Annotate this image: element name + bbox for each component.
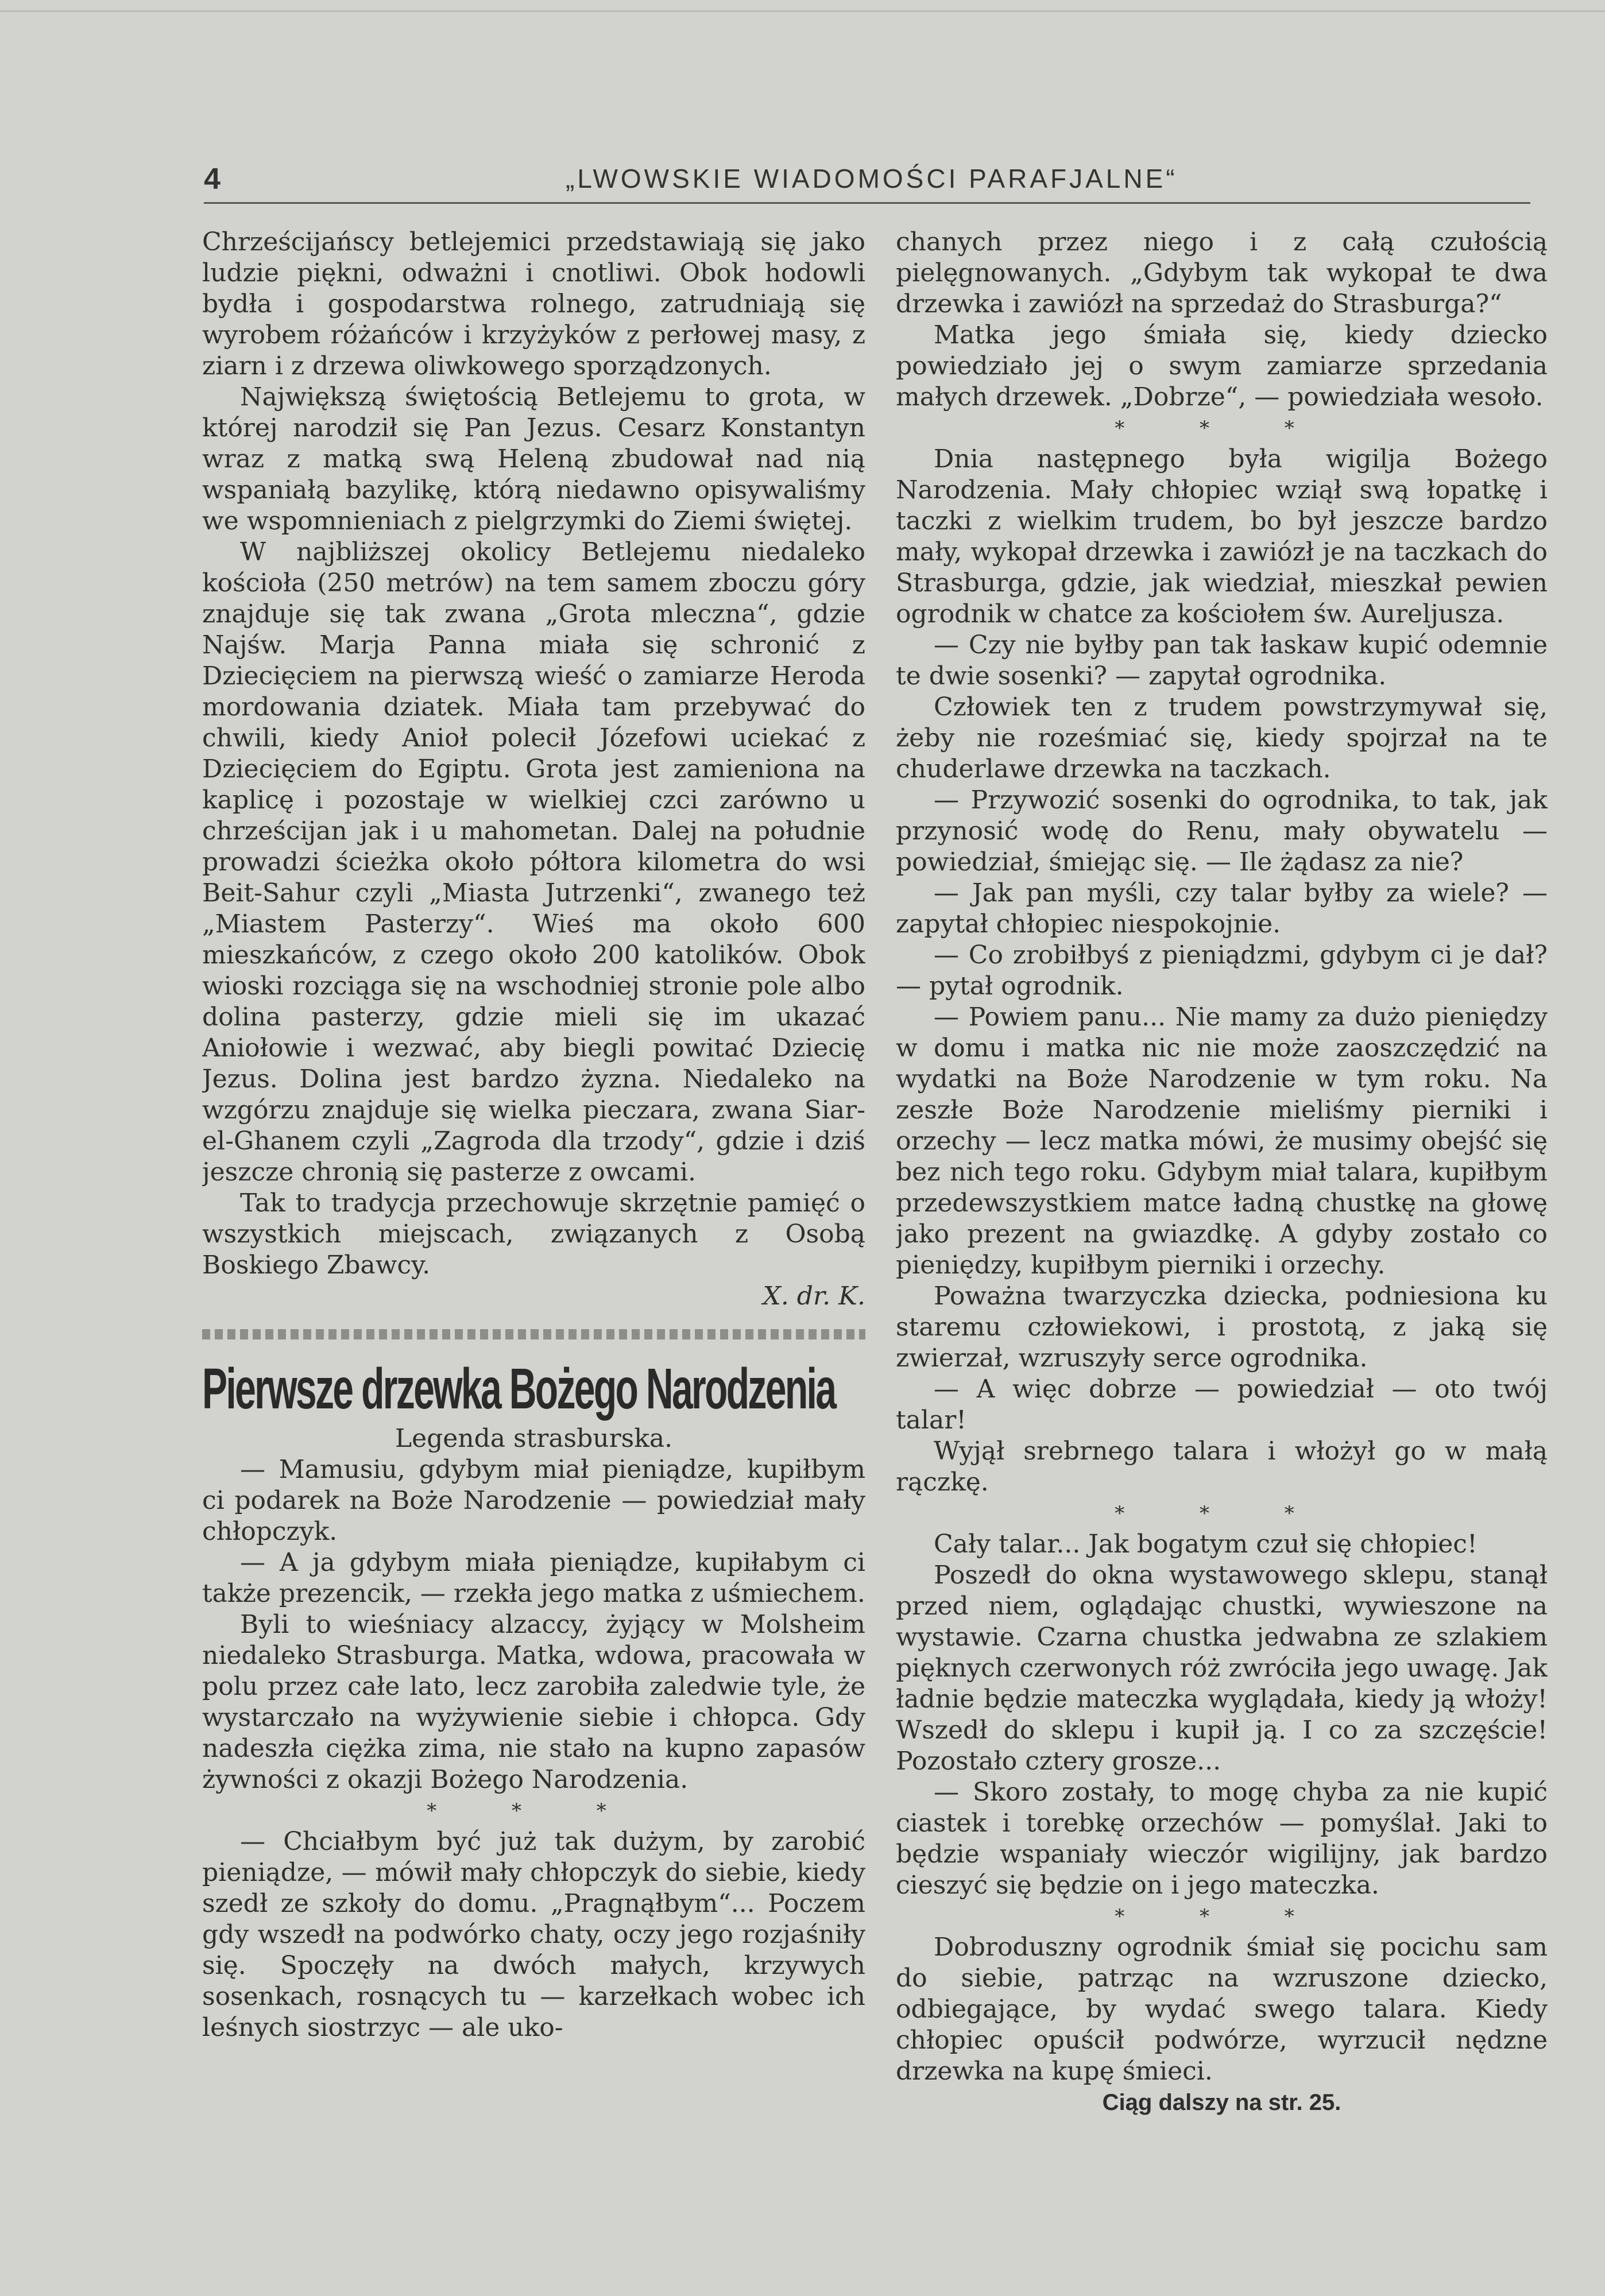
intro-paragraph: W najbliższej okolicy Betlejemu niedaleko kościoła (250 metrów) na tem samem zboczu góry znajduje się tak zwana „Grota mleczna“, gdzie Najśw. Marja Panna miała się schronić z Dziecięciem na pierwszą wieść o zamiarze Heroda mordowania dziatek. Miała tam przebywać do chwili, kiedy Anioł polecił Józefowi uciekać z Dziecięciem do Egiptu. Grota jest zamieniona na kaplicę i pozostaje w wielkiej czci zarówno u chrześcijan jak i u mahometan. Dalej na południe prowadzi ścieżka około półtora kilometra do wsi Beit-Sahur czyli „Miasta Jutrzenki“, zwanego też „Miastem Pasterzy“. Wieś ma około 600 mieszkańców, z czego około 200 katolików. Obok wioski rozciąga się na wschodniej stronie pole albo dolina pasterzy, gdzie mieli się im ukazać Aniołowie i wezwać, aby biegli powitać Dziecię Jezus. Dolina jest bardzo żyzna. Niedaleko na wzgórzu znajduje się wielka pieczara, zwana Siar-el-Ghanem czyli „Zagroda dla trzody“, gdzie i dziś jeszcze chronią się pasterze z owcami. [202, 537, 865, 1187]
story-paragraph: — Przywozić sosenki do ogrodnika, to tak, jak przynosić wodę do Renu, mały obywatelu — powiedział, śmiejąc się. — Ile żądasz za nie? [896, 785, 1548, 877]
story-paragraph: Dobroduszny ogrodnik śmiał się pocichu sam do siebie, patrząc na wzruszone dziecko, odbiegające, by wydać swego talara. Kiedy chłopiec opuścił podwórze, wyrzucił nędzne drzewka na kupę śmieci. [896, 1933, 1548, 2086]
story-paragraph: Wyjął srebrnego talara i włożył go w małą rączkę. [896, 1437, 1548, 1497]
continued-note: Ciąg dalszy na str. 25. [1102, 2090, 1341, 2115]
story-paragraph: Byli to wieśniacy alzaccy, żyjący w Molsheim niedaleko Strasburga. Matka, wdowa, pracowała w polu przez całe lato, lecz zarobiła zaledwie tyle, że wystarczało na wyżywienie siebie i chłopca. Gdy nadeszła ciężka zima, nie stało na kupno zapasów żywności z okazji Bożego Narodzenia. [202, 1610, 865, 1794]
author-signature: X. dr. K. [763, 1281, 865, 1311]
story-paragraph: Dnia następnego była wigilja Bożego Narodzenia. Mały chłopiec wziął swą łopatkę i taczki z wielkim trudem, bo był jeszcze bardzo mały, wykopał drzewka i zawiózł je na taczkach do Strasburga, gdzie, jak wiedział, mieszkał pewien ogrodnik w chatce za kościołem św. Aureljusza. [896, 444, 1548, 629]
story-paragraph: chanych przez niego i z całą czułością pielęgnowanych. „Gdybym tak wykopał te dwa drzewka i zawiózł na sprzedaż do Strasburga?“ [896, 227, 1548, 319]
story-paragraph: — Czy nie byłby pan tak łaskaw kupić odemnie te dwie sosenki? — zapytał ogrodnika. [896, 630, 1548, 691]
story-paragraph: Matka jego śmiała się, kiedy dziecko powiedziało jej o swym zamiarze sprzedania małych drzewek. „Dobrze“, — powiedziała wesoło. [896, 320, 1548, 412]
page-header [204, 162, 1530, 204]
story-paragraph: — Chciałbym być już tak dużym, by zarobić pieniądze, — mówił mały chłopczyk do siebie, kiedy szedł ze szkoły do domu. „Pragnąłbym“... Poczem gdy wszedł na podwórko chaty, oczy jego rozjaśniły się. Spoczęły na dwóch małych, krzywych sosenkach, rosnących tu — karzełkach wobec ich leśnych siostrzyc — ale uko- [202, 1827, 865, 2042]
story-paragraph: — Jak pan myśli, czy talar byłby za wiele? — zapytał chłopiec niespokojnie. [896, 878, 1548, 939]
story-paragraph: Poszedł do okna wystawowego sklepu, stanął przed niem, oglądając chustki, wywieszone na wystawie. Czarna chustka jedwabna ze szlakiem pięknych czerwonych róż zwróciła jego uwagę. Jak ładnie będzie mateczka wyglądała, kiedy ją włoży! Wszedł do sklepu i kupił ją. I co za szczęście! Pozostało cztery grosze... [896, 1561, 1548, 1776]
story-paragraph: — A ja gdybym miała pieniądze, kupiłabym ci także prezencik, — rzekła jego matka z uśmiechem. [202, 1548, 865, 1608]
story-paragraph: — A więc dobrze — powiedział — oto twój talar! [896, 1374, 1548, 1435]
left-column [202, 227, 865, 2179]
article-subtitle: Legenda strasburska. [395, 1424, 673, 1453]
section-separator: * * * [1115, 1905, 1329, 1928]
story-paragraph: — Co zrobiłbyś z pieniądzmi, gdybym ci je dał? — pytał ogrodnik. [896, 940, 1548, 1001]
publication-title: „LWOWSKIE WIADOMOŚCI PARAFJALNE“ [566, 164, 1178, 193]
intro-paragraph: Tak to tradycja przechowuje skrzętnie pamięć o wszystkich miejscach, związanych z Osobą Boskiego Zbawcy. [202, 1188, 865, 1280]
intro-paragraph: Największą świętością Betlejemu to grota, w której narodził się Pan Jezus. Cesarz Konstantyn wraz z matką swą Heleną zbudował nad nią wspaniałą bazylikę, którą niedawno opisywaliśmy we wspomnieniach z pielgrzymki do Ziemi świętej. [202, 382, 865, 536]
section-separator: * * * [1115, 1502, 1329, 1525]
intro-paragraph: Chrześcijańscy betlejemici przedstawiają się jako ludzie piękni, odważni i cnotliwi. Obok hodowli bydła i gospodarstwa rolnego, zatrudniają się wyrobem różańców i krzyżyków z perłowej masy, z ziarn i z drzewa oliwkowego sporządzonych. [202, 227, 865, 381]
right-column [896, 227, 1548, 2179]
story-paragraph: — Skoro zostały, to mogę chyba za nie kupić ciastek i torebkę orzechów — pomyślał. Jaki to będzie wspaniały wieczór wigilijny, jak bardzo cieszyć się będzie on i jego mateczka. [896, 1778, 1548, 1900]
story-paragraph: Poważna twarzyczka dziecka, podniesiona ku staremu człowiekowi, i prostotą, z jaką się zwierzał, wzruszyły serce ogrodnika. [896, 1281, 1548, 1373]
page-number: 4 [204, 162, 221, 196]
page-edge-line [0, 10, 1605, 12]
article-title: Pierwsze drzewka Bożego Narodzenia [202, 1357, 836, 1421]
story-paragraph: Cały talar... Jak bogatym czuł się chłopiec! [934, 1530, 1478, 1559]
section-separator: * * * [427, 1799, 641, 1822]
ornamental-divider [202, 1329, 865, 1339]
story-paragraph: — Mamusiu, gdybym miał pieniądze, kupiłbym ci podarek na Boże Narodzenie — powiedział mały chłopczyk. [202, 1455, 865, 1546]
section-separator: * * * [1115, 417, 1329, 440]
story-paragraph: Człowiek ten z trudem powstrzymywał się, żeby nie roześmiać się, kiedy spojrzał na te chuderlawe drzewka na taczkach. [896, 692, 1548, 784]
story-paragraph: — Powiem panu... Nie mamy za dużo pieniędzy w domu i matka nic nie może zaoszczędzić na wydatki na Boże Narodzenie w tym roku. Na zeszłe Boże Narodzenie mieliśmy pierniki i orzechy — lecz matka mówi, że musimy obejść się bez nich tego roku. Gdybym miał talara, kupiłbym przedewszystkiem matce ładną chustkę na głowę jako prezent na gwiazdkę. A gdyby zostało co pieniędzy, kupiłbym pierniki i orzechy. [896, 1002, 1548, 1280]
